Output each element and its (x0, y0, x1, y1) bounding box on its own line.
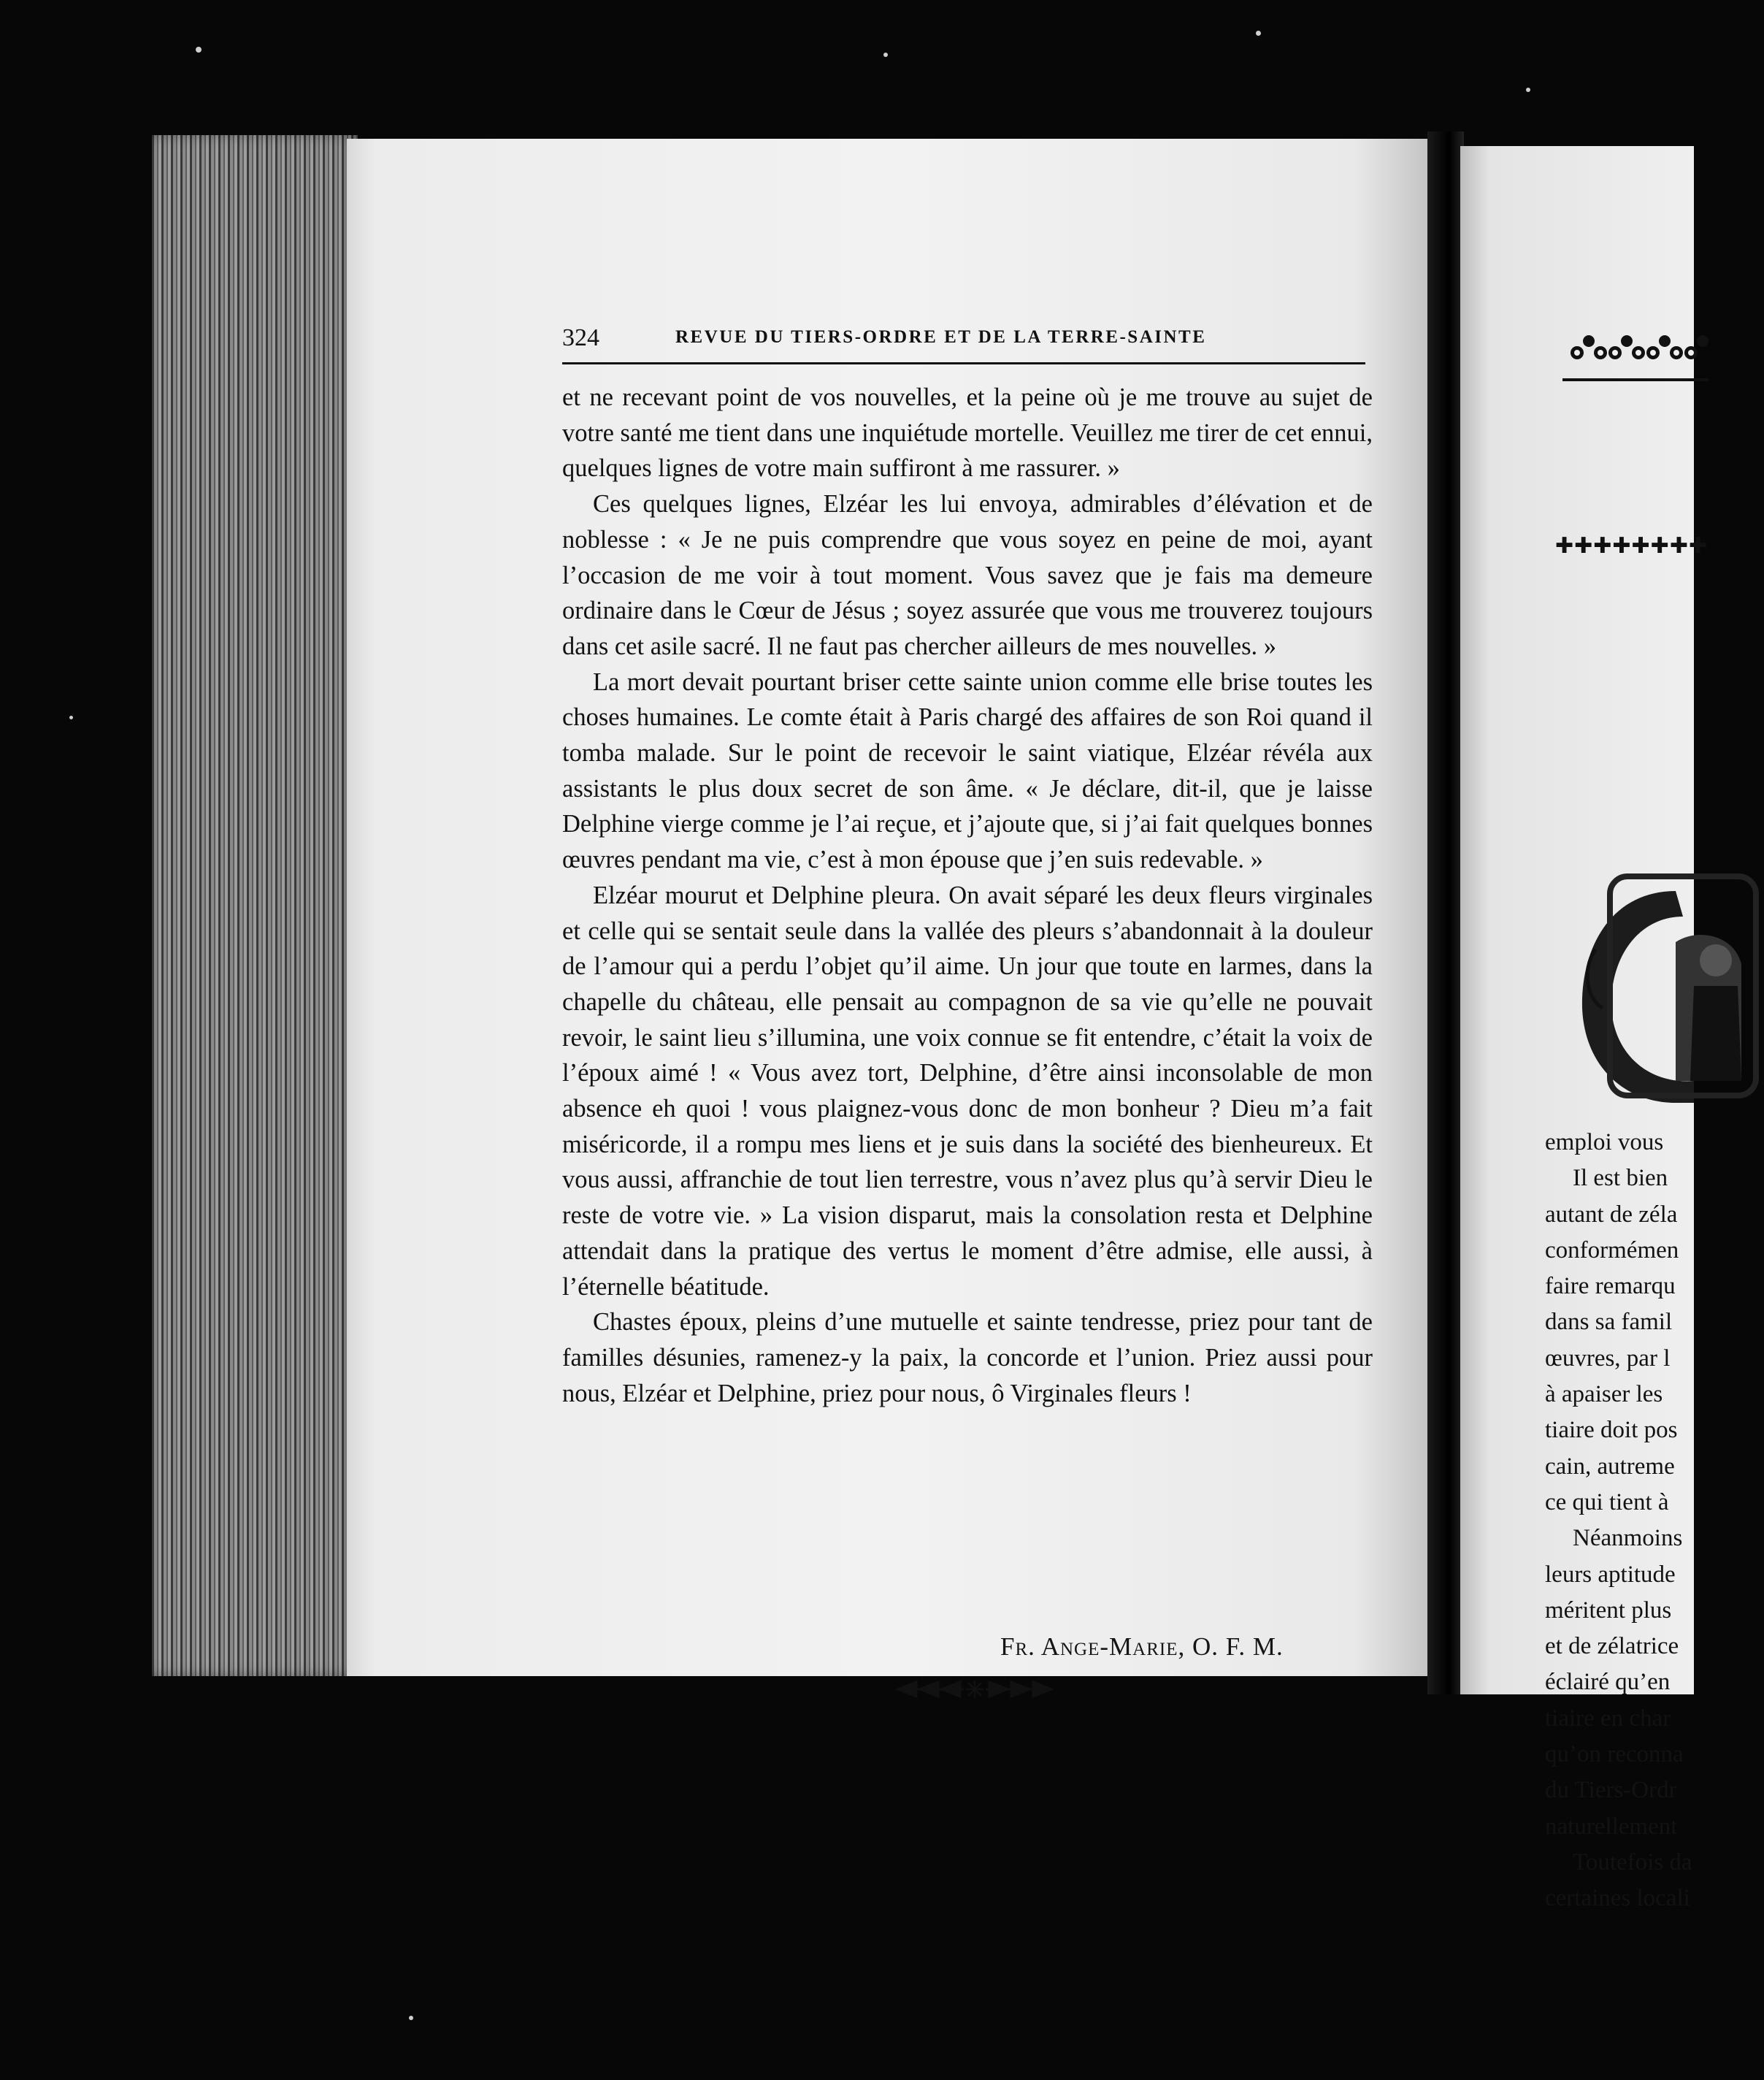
right-line: tiaire doit pos (1545, 1417, 1678, 1444)
right-page-text (1545, 1125, 1764, 1917)
article-body (562, 380, 1373, 1411)
right-line: éclairé qu’en (1545, 1669, 1671, 1696)
right-line: Néanmoins (1573, 1525, 1683, 1552)
cross-ornament-row: ✚✚✚✚✚✚✚✚ (1555, 534, 1709, 558)
right-line: dans sa famil (1545, 1309, 1673, 1336)
ornament-rule (1562, 378, 1709, 381)
right-line: autant de zéla (1545, 1201, 1678, 1228)
running-title: REVUE DU TIERS-ORDRE ET DE LA TERRE-SAINTE (675, 327, 1207, 347)
dust-speck (883, 53, 888, 57)
dust-speck (1526, 88, 1530, 92)
running-header (562, 321, 1365, 364)
right-line: Il est bien (1573, 1165, 1668, 1192)
paragraph: La mort devait pourtant briser cette sainte union comme elle brise toutes les choses humaines. Le comte était à Paris chargé des affaires de son Roi quand il tomba malade. Sur le point de recevoir le saint viatique, Elzéar révéla aux assistants le plus doux secret de son âme. « Je déclare, dit-il, que je laisse Delphine vierge comme je l’ai reçue, et j’ajoute que, si j’ai fait quelques bonnes œuvres pendant ma vie, c’est à mon épouse que j’en suis redevable. » (562, 668, 1373, 874)
decorated-initial-icon (1566, 862, 1756, 1125)
right-line: œuvres, par l (1545, 1345, 1671, 1372)
right-page (1460, 146, 1709, 1912)
right-line: faire remarqu (1545, 1273, 1676, 1300)
right-line: ce qui tient à (1545, 1488, 1669, 1515)
right-line: et de zélatrice (1545, 1633, 1679, 1660)
right-line: Toutefois da (1573, 1848, 1692, 1876)
right-line: à apaiser les (1545, 1381, 1663, 1408)
right-line: conformémen (1545, 1236, 1679, 1263)
paragraph: Ces quelques lignes, Elzéar les lui envoya, admirables d’élévation et de noblesse : « Je ne puis comprendre que vous soyez en peine de moi, ayant l’occasion de me voir à tout moment. Vous savez que je fais ma demeure ordinaire dans le Cœur de Jésus ; soyez assurée que vous me trouverez toujours dans cet asile sacré. Il ne faut pas chercher ailleurs de mes nouvelles. » (562, 490, 1373, 660)
book-spine (1427, 131, 1464, 1694)
right-line: leurs aptitude (1545, 1561, 1676, 1588)
right-line: emploi vous (1545, 1129, 1664, 1155)
paragraph: et ne recevant point de vos nouvelles, et la peine où je me trouve au sujet de votre santé me tient dans une inquiétude mortelle. Veuillez me tirer de cet ennui, quelques lignes de votre main suffiront à me rassurer. » (562, 383, 1373, 483)
dust-speck (196, 47, 202, 53)
end-ornament-icon (894, 1676, 1055, 1702)
paragraph: Elzéar mourut et Delphine pleura. On avait séparé les deux fleurs virginales et celle qui se sentait seule dans la vallée des pleurs s’abandonnait à la douleur de l’amour qui a perdu l’objet qu’il aime. Un jour que toute en larmes, dans la chapelle du château, elle pensait au compagnon de sa vie qu’elle ne pouvait revoir, le saint lieu s’illumina, une voix connue se fit entendre, c’était la voix de l’époux aimé ! « Vous avez tort, Delphine, d’être ainsi inconsolable de mon absence eh quoi ! vous plaignez-vous donc de mon bonheur ? Dieu m’a fait miséricorde, il a rompu mes liens et je suis dans la société des bienheureux. Et vous aussi, affranchie de tout lien terrestre, vous n’avez plus qu’à servir Dieu le reste de votre vie. » La vision disparut, mais la consolation resta et Delphine attendait dans la pratique des vertus le moment d’être admise, elle aussi, à l’éternelle béatitude. (562, 881, 1373, 1301)
dust-speck (1256, 31, 1261, 36)
page-number: 324 (562, 324, 599, 351)
dust-speck (409, 2016, 413, 2020)
author-signature: Fr. Ange-Marie, O. F. M. (1000, 1632, 1284, 1661)
right-line: certaines locali (1545, 1885, 1690, 1912)
paragraph: Chastes époux, pleins d’une mutuelle et sainte tendresse, priez pour tant de familles désunies, ramenez-y la paix, la concorde et l’union. Priez aussi pour nous, Elzéar et Delphine, priez pour nous, ô Virginales fleurs ! (562, 1308, 1373, 1407)
right-line: méritent plus (1545, 1597, 1672, 1624)
dust-speck (69, 716, 73, 719)
right-line: tiaire en char (1545, 1705, 1671, 1732)
right-line: cain, autreme (1545, 1453, 1675, 1480)
fleuron-ornament-icon (1562, 325, 1709, 369)
page-edge-stack (152, 135, 358, 1676)
right-line: du Tiers-Ordr (1545, 1777, 1677, 1804)
right-line: naturellement (1545, 1813, 1678, 1840)
right-line: qu’on reconna (1545, 1741, 1684, 1768)
